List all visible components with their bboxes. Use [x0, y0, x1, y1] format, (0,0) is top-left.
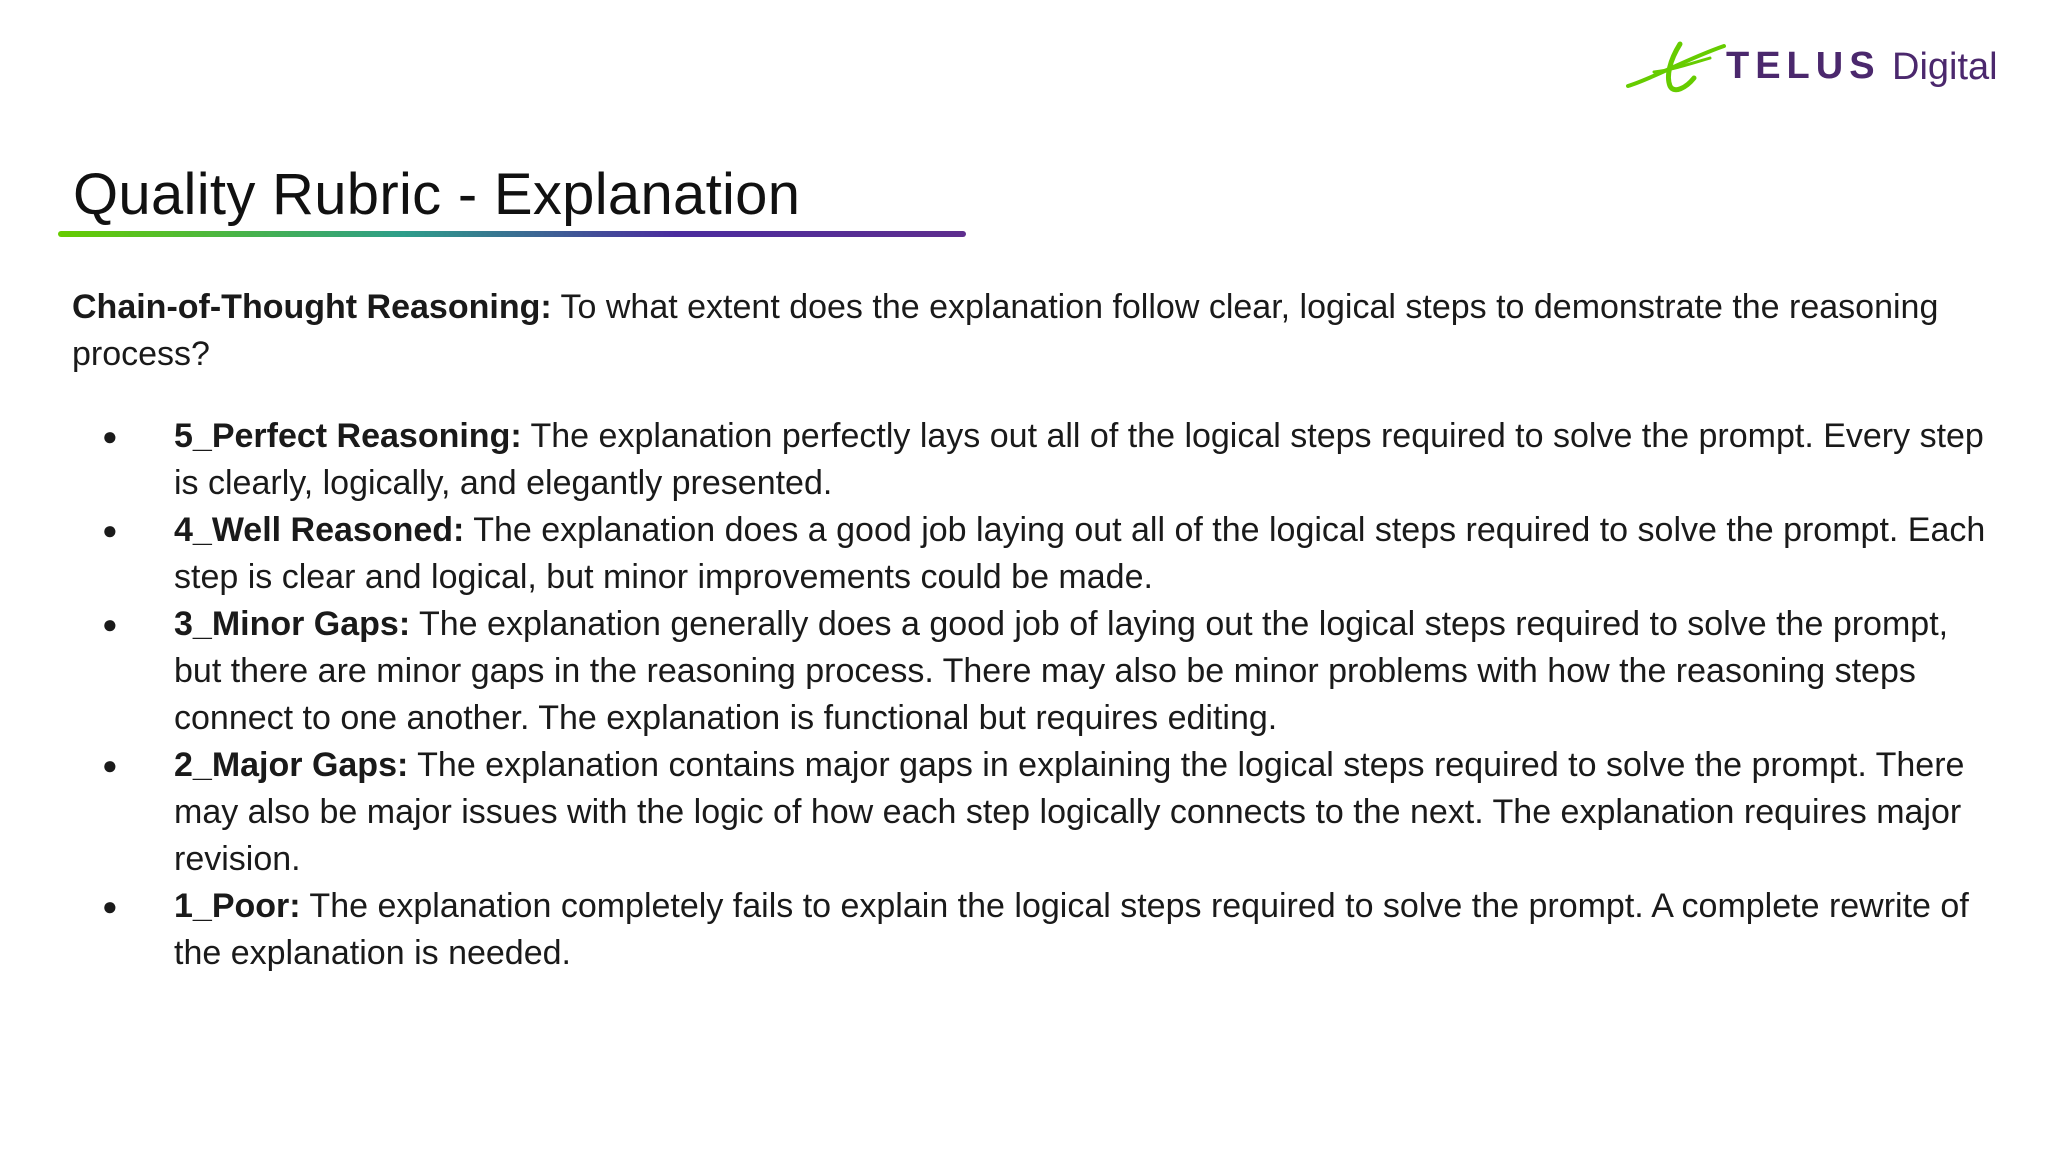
intro-paragraph [72, 284, 1992, 378]
rubric-item-3 [72, 601, 1992, 742]
bullet: ● [102, 891, 118, 921]
rubric-item-2 [72, 742, 1992, 883]
logo-suffix: Digital [1892, 46, 1998, 88]
rubric-text-3: The explanation generally does a good job of laying out the logical steps required to solve the prompt, but there are minor gaps in the reasoning process. There may also be minor problems with how the reasoning steps connect to one another. The explanation is functional but requires editing. [174, 605, 1949, 737]
logo-brand: TELUS [1726, 45, 1881, 87]
rubric-item-4 [72, 507, 1992, 601]
title-underline [58, 231, 966, 237]
intro-text: To what extent does the explanation follow clear, logical steps to demonstrate the reasoning process? [72, 288, 1939, 373]
telus-mark-icon [1624, 34, 2024, 98]
rubric-criteria-list [72, 413, 1992, 977]
bullet: ● [102, 609, 118, 639]
page-title: Quality Rubric - Explanation [73, 162, 801, 227]
rubric-item-5 [72, 413, 1992, 507]
rubric-level-1: 1_Poor: [174, 887, 301, 925]
rubric-item-1 [72, 883, 1992, 977]
rubric-text-2: The explanation contains major gaps in explaining the logical steps required to solve the prompt. There may also be major issues with the logic of how each step logically connects to the next. The explanation requires major revision. [174, 746, 1965, 878]
rubric-text-1: The explanation completely fails to explain the logical steps required to solve the prompt. A complete rewrite of the explanation is needed. [174, 887, 1969, 972]
bullet: ● [102, 750, 118, 780]
rubric-level-3: 3_Minor Gaps: [174, 605, 411, 643]
rubric-level-5: 5_Perfect Reasoning: [174, 417, 522, 455]
intro-label: Chain-of-Thought Reasoning: [72, 288, 552, 326]
telus-digital-logo [1624, 34, 2024, 98]
rubric-level-2: 2_Major Gaps: [174, 746, 409, 784]
rubric-text-5: The explanation perfectly lays out all of the logical steps required to solve the prompt. Every step is clearly, logically, and elegantly presented. [174, 417, 1984, 502]
rubric-level-4: 4_Well Reasoned: [174, 511, 465, 549]
rubric-text-4: The explanation does a good job laying out all of the logical steps required to solve the prompt. Each step is clear and logical, but minor improvements could be made. [174, 511, 1986, 596]
bullet: ● [102, 515, 118, 545]
bullet: ● [102, 421, 118, 451]
